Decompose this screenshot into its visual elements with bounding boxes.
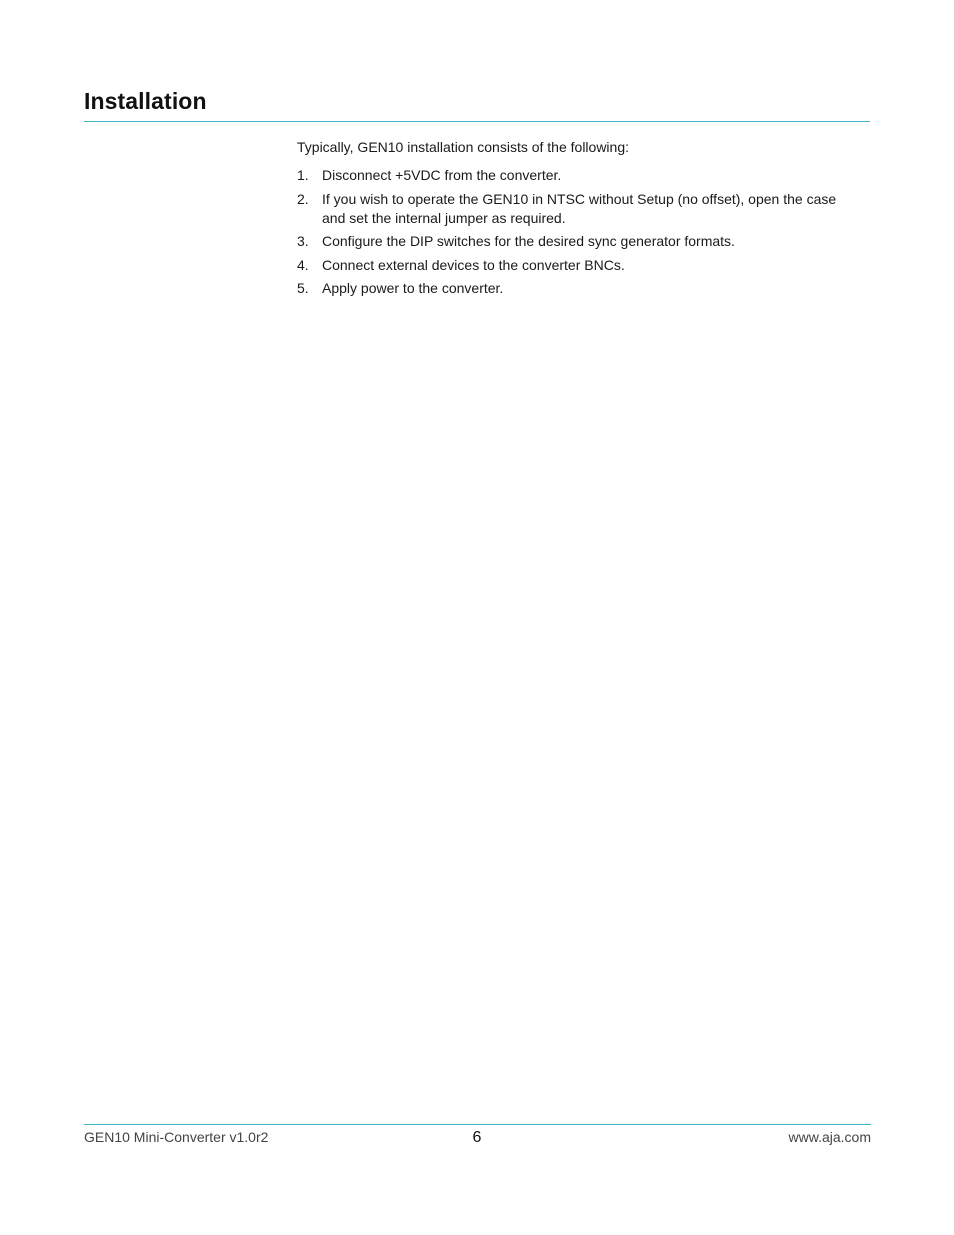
page-title: Installation bbox=[84, 88, 207, 114]
footer-doc-title: GEN10 Mini-Converter v1.0r2 bbox=[84, 1129, 269, 1145]
step-number: 2. bbox=[297, 190, 309, 207]
step-text: Disconnect +5VDC from the converter. bbox=[322, 167, 562, 183]
installation-steps-list bbox=[297, 166, 857, 298]
list-item bbox=[297, 232, 857, 251]
list-item bbox=[297, 190, 857, 228]
step-number: 3. bbox=[297, 233, 309, 249]
step-number: 4. bbox=[297, 256, 309, 273]
step-text: If you wish to operate the GEN10 in NTSC without Setup (no offset), open the case and set the internal jumper as required. bbox=[322, 190, 837, 226]
step-text: Apply power to the converter. bbox=[322, 280, 504, 296]
step-number: 1. bbox=[297, 167, 309, 183]
footer-divider bbox=[84, 1124, 871, 1125]
intro-paragraph: Typically, GEN10 installation consists of the following: bbox=[297, 139, 630, 155]
title-divider bbox=[84, 121, 870, 122]
page-number: 6 bbox=[472, 1129, 482, 1146]
footer-website: www.aja.com bbox=[788, 1129, 871, 1145]
step-text: Connect external devices to the converter BNCs. bbox=[322, 256, 625, 273]
list-item bbox=[297, 166, 857, 185]
list-item bbox=[297, 256, 857, 275]
list-item bbox=[297, 279, 857, 298]
main-content bbox=[297, 138, 857, 303]
step-number: 5. bbox=[297, 280, 309, 296]
step-text: Configure the DIP switches for the desired sync generator formats. bbox=[322, 233, 735, 249]
